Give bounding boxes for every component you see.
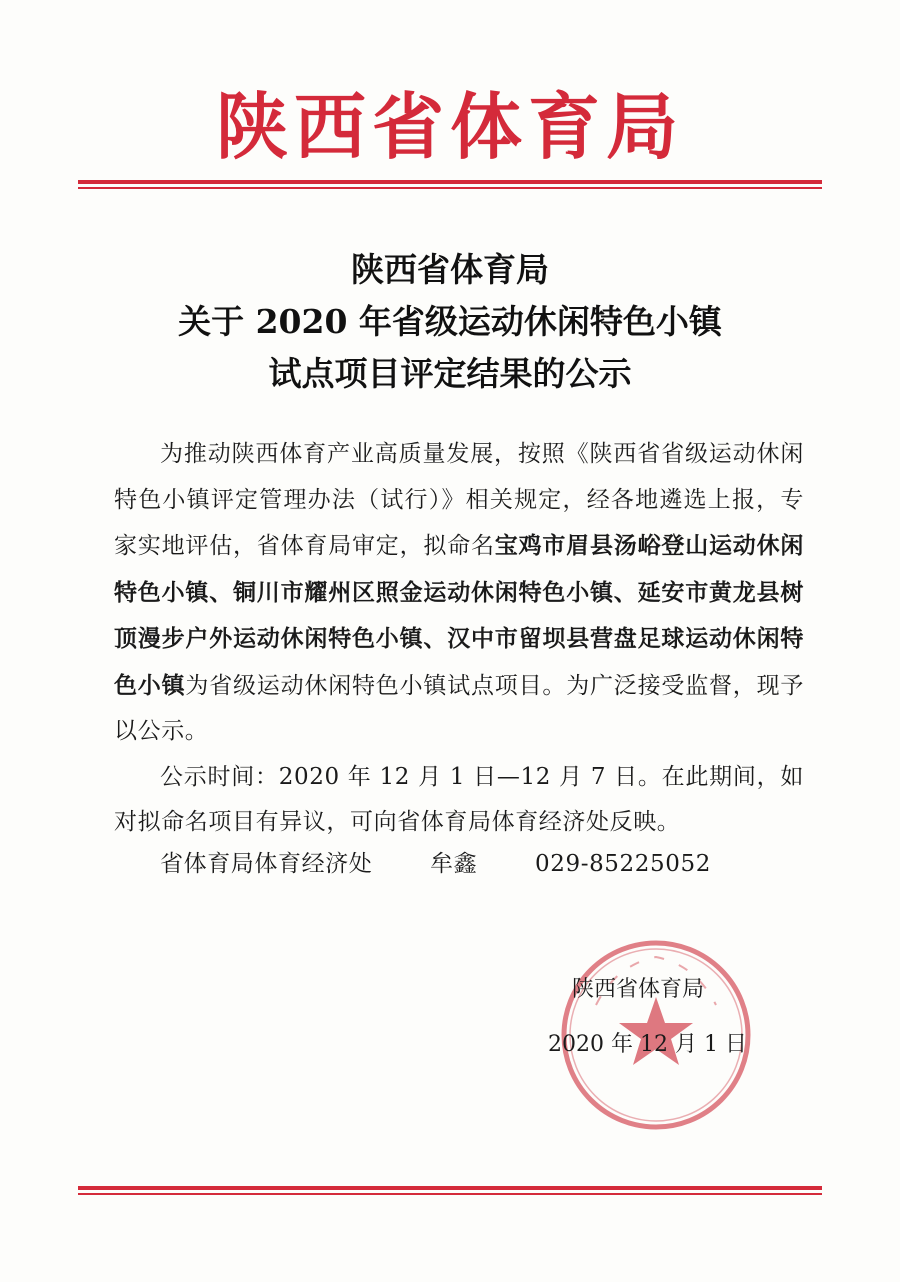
notice-title-line-2: 关于 2020 年省级运动休闲特色小镇 bbox=[178, 302, 722, 341]
footer-divider bbox=[78, 1186, 822, 1195]
contact-phone: 029-85225052 bbox=[535, 851, 711, 877]
notice-title-line-1: 陕西省体育局 bbox=[351, 250, 549, 289]
notice-body bbox=[114, 432, 804, 846]
letterhead-title: 陕西省体育局 bbox=[215, 85, 684, 169]
contact-department: 省体育局体育经济处 bbox=[160, 851, 373, 877]
contact-line bbox=[160, 842, 711, 887]
paragraph-1-intro: 为推动陕西体育产业高质量发展，按照《陕西省省级运动休闲特色小镇评定管理办法（试行）》相关规定，经各地遴选上报，专家实地评估，省体育局审定，拟命名 bbox=[114, 441, 804, 559]
letterhead-divider bbox=[78, 180, 822, 189]
contact-person: 牟鑫 bbox=[430, 851, 478, 877]
notice-title-line-3: 试点项目评定结果的公示 bbox=[268, 354, 632, 393]
signature-org: 陕西省体育局 bbox=[572, 977, 705, 1002]
body-paragraph-2: 公示时间：2020 年 12 月 1 日—12 月 7 日。在此期间，如对拟命名项目有异议，可向省体育局体育经济处反映。 bbox=[114, 763, 804, 835]
notice-title bbox=[0, 244, 900, 400]
body-paragraph-1 bbox=[114, 432, 804, 755]
signature-date: 2020 年 12 月 1 日 bbox=[548, 1032, 747, 1057]
named-towns-list: 宝鸡市眉县汤峪登山运动休闲特色小镇、铜川市耀州区照金运动休闲特色小镇、延安市黄龙县树顶漫步户外运动休闲特色小镇、汉中市留坝县营盘足球运动休闲特色小镇 bbox=[114, 532, 804, 699]
paragraph-1-outro: 为省级运动休闲特色小镇试点项目。为广泛接受监督，现予以公示。 bbox=[114, 672, 804, 744]
